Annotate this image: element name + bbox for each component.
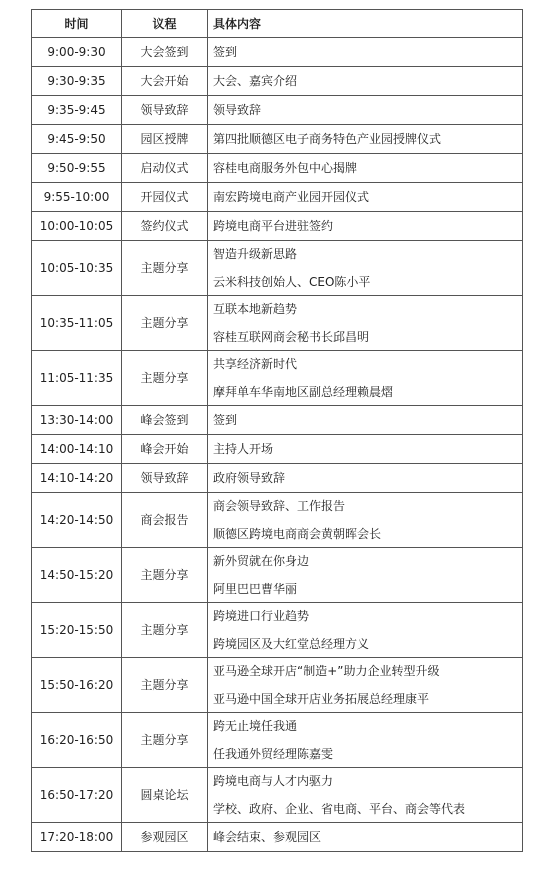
agenda-item-cell: 主题分享 <box>122 548 208 603</box>
detail-line: 学校、政府、企业、省电商、平台、商会等代表 <box>213 802 466 816</box>
table-row <box>32 658 523 713</box>
detail-cell <box>208 493 523 548</box>
detail-line: 跨境进口行业趋势 <box>213 609 310 623</box>
time-cell: 9:45-9:50 <box>32 125 122 154</box>
time-cell: 10:00-10:05 <box>32 212 122 241</box>
detail-cell <box>208 154 523 183</box>
agenda-item-cell: 主题分享 <box>122 658 208 713</box>
detail-cell <box>208 241 523 296</box>
agenda-table <box>31 9 523 852</box>
table-row <box>32 67 523 96</box>
table-row <box>32 493 523 548</box>
detail-line: 跨无止境任我通 <box>213 719 298 733</box>
detail-line: 跨境园区及大红堂总经理方义 <box>213 637 370 651</box>
time-cell: 11:05-11:35 <box>32 351 122 406</box>
detail-cell <box>208 38 523 67</box>
detail-line: 峰会结束、参观园区 <box>213 830 322 844</box>
time-cell: 9:30-9:35 <box>32 67 122 96</box>
agenda-item-cell: 主题分享 <box>122 603 208 658</box>
detail-line: 阿里巴巴曹华丽 <box>213 582 298 596</box>
time-cell: 16:50-17:20 <box>32 768 122 823</box>
agenda-item-cell: 主题分享 <box>122 351 208 406</box>
detail-line: 容桂电商服务外包中心揭牌 <box>213 161 358 175</box>
header-item: 议程 <box>122 10 208 38</box>
detail-line: 云米科技创始人、CEO陈小平 <box>213 275 371 289</box>
agenda-item-cell: 峰会签到 <box>122 406 208 435</box>
agenda-item-cell: 开园仪式 <box>122 183 208 212</box>
detail-cell <box>208 296 523 351</box>
agenda-body <box>32 38 523 852</box>
detail-cell <box>208 658 523 713</box>
detail-line: 政府领导致辞 <box>213 471 286 485</box>
detail-line: 共享经济新时代 <box>213 357 298 371</box>
agenda-item-cell: 参观园区 <box>122 823 208 852</box>
detail-line: 跨境电商与人才内驱力 <box>213 774 334 788</box>
table-row <box>32 823 523 852</box>
detail-cell <box>208 125 523 154</box>
detail-line: 摩拜单车华南地区副总经理赖晨熠 <box>213 385 394 399</box>
detail-line: 互联本地新趋势 <box>213 302 298 316</box>
detail-line: 第四批顺德区电子商务特色产业园授牌仪式 <box>213 132 442 146</box>
time-cell: 9:55-10:00 <box>32 183 122 212</box>
agenda-item-cell: 商会报告 <box>122 493 208 548</box>
detail-line: 领导致辞 <box>213 103 262 117</box>
detail-line: 南宏跨境电商产业园开园仪式 <box>213 190 370 204</box>
detail-cell <box>208 96 523 125</box>
time-cell: 15:20-15:50 <box>32 603 122 658</box>
table-row <box>32 212 523 241</box>
detail-cell <box>208 67 523 96</box>
agenda-item-cell: 园区授牌 <box>122 125 208 154</box>
detail-line: 亚马逊中国全球开店业务拓展总经理康平 <box>213 692 430 706</box>
table-row <box>32 435 523 464</box>
agenda-item-cell: 签约仪式 <box>122 212 208 241</box>
agenda-item-cell: 领导致辞 <box>122 464 208 493</box>
detail-line: 签到 <box>213 45 238 59</box>
detail-cell <box>208 212 523 241</box>
time-cell: 9:50-9:55 <box>32 154 122 183</box>
agenda-header <box>32 10 523 38</box>
agenda-item-cell: 主题分享 <box>122 241 208 296</box>
detail-cell <box>208 823 523 852</box>
detail-line: 亚马逊全球开店“制造+”助力企业转型升级 <box>213 664 440 678</box>
table-row <box>32 713 523 768</box>
detail-line: 商会领导致辞、工作报告 <box>213 499 346 513</box>
table-row <box>32 38 523 67</box>
time-cell: 14:50-15:20 <box>32 548 122 603</box>
detail-line: 任我通外贸经理陈嘉雯 <box>213 747 334 761</box>
table-row <box>32 183 523 212</box>
detail-cell <box>208 603 523 658</box>
table-row <box>32 154 523 183</box>
detail-cell <box>208 713 523 768</box>
table-row <box>32 96 523 125</box>
detail-line: 智造升级新思路 <box>213 247 298 261</box>
detail-line: 容桂互联网商会秘书长邱昌明 <box>213 330 370 344</box>
detail-line: 顺德区跨境电商商会黄朝晖会长 <box>213 527 382 541</box>
agenda-item-cell: 圆桌论坛 <box>122 768 208 823</box>
time-cell: 10:35-11:05 <box>32 296 122 351</box>
time-cell: 15:50-16:20 <box>32 658 122 713</box>
time-cell: 10:05-10:35 <box>32 241 122 296</box>
agenda-item-cell: 大会签到 <box>122 38 208 67</box>
detail-cell <box>208 406 523 435</box>
time-cell: 9:00-9:30 <box>32 38 122 67</box>
table-row <box>32 464 523 493</box>
table-row <box>32 241 523 296</box>
time-cell: 14:20-14:50 <box>32 493 122 548</box>
agenda-item-cell: 主题分享 <box>122 713 208 768</box>
table-row <box>32 406 523 435</box>
table-row <box>32 351 523 406</box>
time-cell: 16:20-16:50 <box>32 713 122 768</box>
time-cell: 9:35-9:45 <box>32 96 122 125</box>
detail-cell <box>208 435 523 464</box>
detail-cell <box>208 768 523 823</box>
detail-line: 新外贸就在你身边 <box>213 554 310 568</box>
detail-line: 跨境电商平台进驻签约 <box>213 219 334 233</box>
agenda-item-cell: 主题分享 <box>122 296 208 351</box>
agenda-item-cell: 峰会开始 <box>122 435 208 464</box>
detail-cell <box>208 183 523 212</box>
time-cell: 14:10-14:20 <box>32 464 122 493</box>
table-row <box>32 548 523 603</box>
header-time: 时间 <box>32 10 122 38</box>
time-cell: 17:20-18:00 <box>32 823 122 852</box>
detail-cell <box>208 464 523 493</box>
table-row <box>32 296 523 351</box>
detail-line: 签到 <box>213 413 238 427</box>
table-row <box>32 125 523 154</box>
table-row <box>32 603 523 658</box>
time-cell: 13:30-14:00 <box>32 406 122 435</box>
detail-line: 主持人开场 <box>213 442 274 456</box>
detail-cell <box>208 351 523 406</box>
detail-cell <box>208 548 523 603</box>
table-row <box>32 768 523 823</box>
time-cell: 14:00-14:10 <box>32 435 122 464</box>
agenda-item-cell: 大会开始 <box>122 67 208 96</box>
detail-line: 大会、嘉宾介绍 <box>213 74 298 88</box>
header-detail: 具体内容 <box>208 10 523 38</box>
agenda-item-cell: 领导致辞 <box>122 96 208 125</box>
agenda-item-cell: 启动仪式 <box>122 154 208 183</box>
